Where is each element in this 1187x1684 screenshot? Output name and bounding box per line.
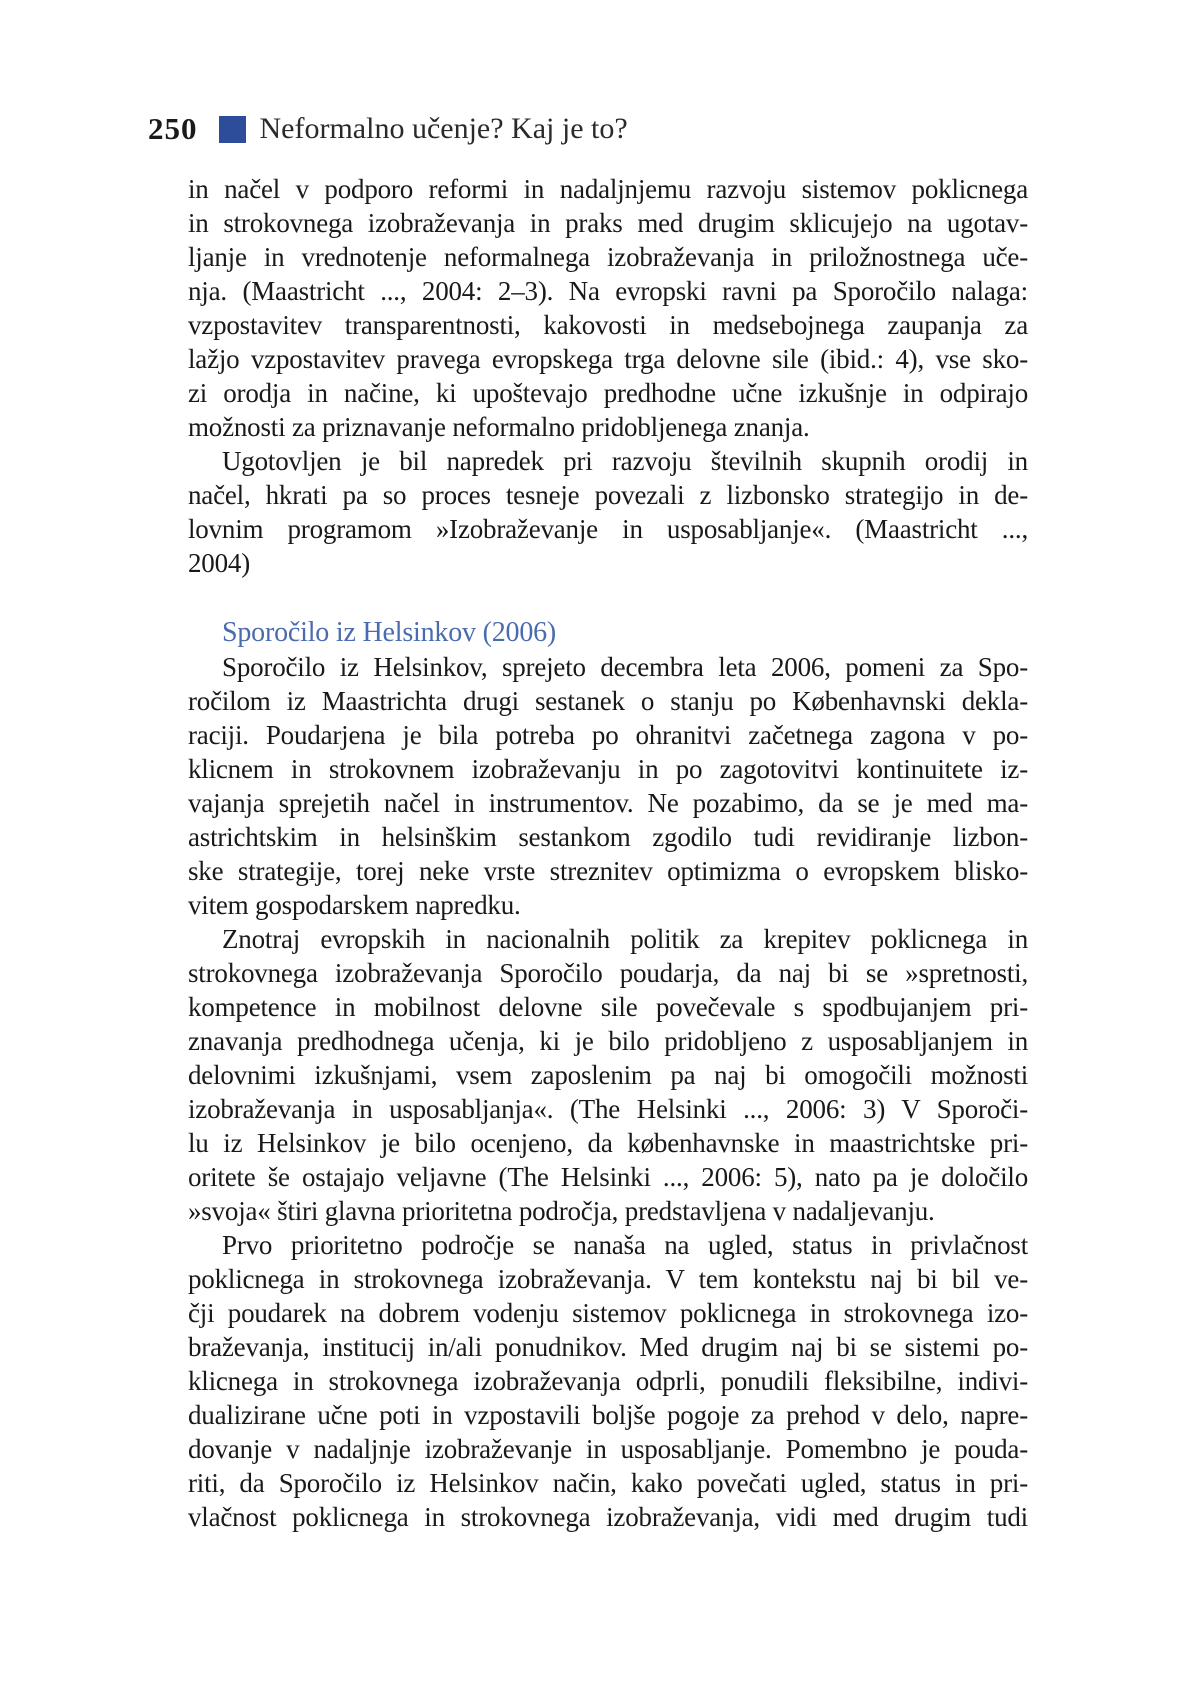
- text-line: klicnega in strokovnega izobraževanja odprli, ponudili fleksibilne, indivi-: [188, 1366, 1028, 1396]
- text-line: Znotraj evropskih in nacionalnih politik za krepitev poklicnega in: [222, 924, 1028, 954]
- page-header: [148, 108, 628, 150]
- text-line: klicnem in strokovnem izobraževanju in po zagotovitvi kontinuitete iz-: [188, 754, 1028, 784]
- text-line: delovnimi izkušnjami, vsem zaposlenim pa naj bi omogočili možnosti: [188, 1060, 1028, 1090]
- text-line: ročilom iz Maastrichta drugi sestanek o stanju po Københavnski dekla-: [188, 686, 1028, 716]
- text-line: in načel v podporo reformi in nadaljnjemu razvoju sistemov poklicnega: [188, 174, 1028, 204]
- page-number: 250: [148, 111, 198, 146]
- text-line: vajanja sprejetih načel in instrumentov. Ne pozabimo, da se je med ma-: [188, 788, 1028, 818]
- text-line: čji poudarek na dobrem vodenju sistemov poklicnega in strokovnega izo-: [188, 1298, 1028, 1328]
- text-line: 2004): [188, 548, 250, 578]
- text-line: lažjo vzpostavitev pravega evropskega trga delovne sile (ibid.: 4), vse sko-: [188, 344, 1028, 374]
- text-line: vlačnost poklicnega in strokovnega izobraževanja, vidi med drugim tudi: [188, 1502, 1028, 1532]
- text-line: Ugotovljen je bil napredek pri razvoju številnih skupnih orodij in: [222, 446, 1028, 476]
- text-line: raciji. Poudarjena je bila potreba po ohranitvi začetnega zagona v po-: [188, 720, 1028, 750]
- text-line: lovnim programom »Izobraževanje in usposabljanje«. (Maastricht ...,: [188, 514, 1028, 544]
- text-line: lu iz Helsinkov je bilo ocenjeno, da københavnske in maastrichtske pri-: [188, 1128, 1028, 1158]
- chapter-marker-square-icon: [219, 116, 246, 143]
- text-line: kompetence in mobilnost delovne sile povečevale s spodbujanjem pri-: [188, 992, 1028, 1022]
- text-line: znavanja predhodnega učenja, ki je bilo pridobljeno z usposabljanjem in: [188, 1026, 1028, 1056]
- text-line: astrichtskim in helsinškim sestankom zgodilo tudi revidiranje lizbon-: [188, 822, 1028, 852]
- text-line: oritete še ostajajo veljavne (The Helsinki ..., 2006: 5), nato pa je določilo: [188, 1162, 1028, 1192]
- text-line: nja. (Maastricht ..., 2004: 2–3). Na evropski ravni pa Sporočilo nalaga:: [188, 276, 1028, 306]
- running-title: Neformalno učenje? Kaj je to?: [259, 112, 628, 145]
- text-line: zi orodja in načine, ki upoštevajo predhodne učne izkušnje in odpirajo: [188, 378, 1028, 408]
- text-line: riti, da Sporočilo iz Helsinkov način, kako povečati ugled, status in pri-: [188, 1468, 1028, 1498]
- text-line: vzpostavitev transparentnosti, kakovosti in medsebojnega zaupanja za: [188, 310, 1028, 340]
- paragraph: [188, 1228, 1028, 1534]
- text-line: načel, hkrati pa so proces tesneje povezali z lizbonsko strategijo in de-: [188, 480, 1028, 510]
- paragraph: [188, 650, 1028, 922]
- text-line: Sporočilo iz Helsinkov, sprejeto decembra leta 2006, pomeni za Spo-: [222, 652, 1028, 682]
- paragraph: [188, 922, 1028, 1228]
- text-line: Prvo prioritetno področje se nanaša na ugled, status in privlačnost: [222, 1230, 1028, 1260]
- text-line: dualizirane učne poti in vzpostavili boljše pogoje za prehod v delo, napre-: [188, 1400, 1028, 1430]
- text-line: možnosti za priznavanje neformalno pridobljenega znanja.: [188, 412, 810, 442]
- paragraph: [188, 172, 1028, 444]
- text-line: izobraževanja in usposabljanja«. (The Helsinki ..., 2006: 3) V Sporoči-: [188, 1094, 1028, 1124]
- text-line: poklicnega in strokovnega izobraževanja. V tem kontekstu naj bi bil ve-: [188, 1264, 1028, 1294]
- body-text: [188, 172, 1028, 1534]
- text-line: »svoja« štiri glavna prioritetna področja, predstavljena v nadaljevanju.: [188, 1196, 935, 1226]
- text-line: vitem gospodarskem napredku.: [188, 890, 521, 920]
- section-heading: Sporočilo iz Helsinkov (2006): [222, 617, 557, 648]
- text-line: braževanja, institucij in/ali ponudnikov. Med drugim naj bi se sistemi po-: [188, 1332, 1028, 1362]
- paragraph: [188, 444, 1028, 580]
- text-line: ske strategije, torej neke vrste streznitev optimizma o evropskem blisko-: [188, 856, 1028, 886]
- text-line: ljanje in vrednotenje neformalnega izobraževanja in priložnostnega uče-: [188, 242, 1028, 272]
- text-line: in strokovnega izobraževanja in praks med drugim sklicujejo na ugotav-: [188, 208, 1028, 238]
- text-line: strokovnega izobraževanja Sporočilo poudarja, da naj bi se »spretnosti,: [188, 958, 1028, 988]
- text-line: dovanje v nadaljnje izobraževanje in usposabljanje. Pomembno je pouda-: [188, 1434, 1028, 1464]
